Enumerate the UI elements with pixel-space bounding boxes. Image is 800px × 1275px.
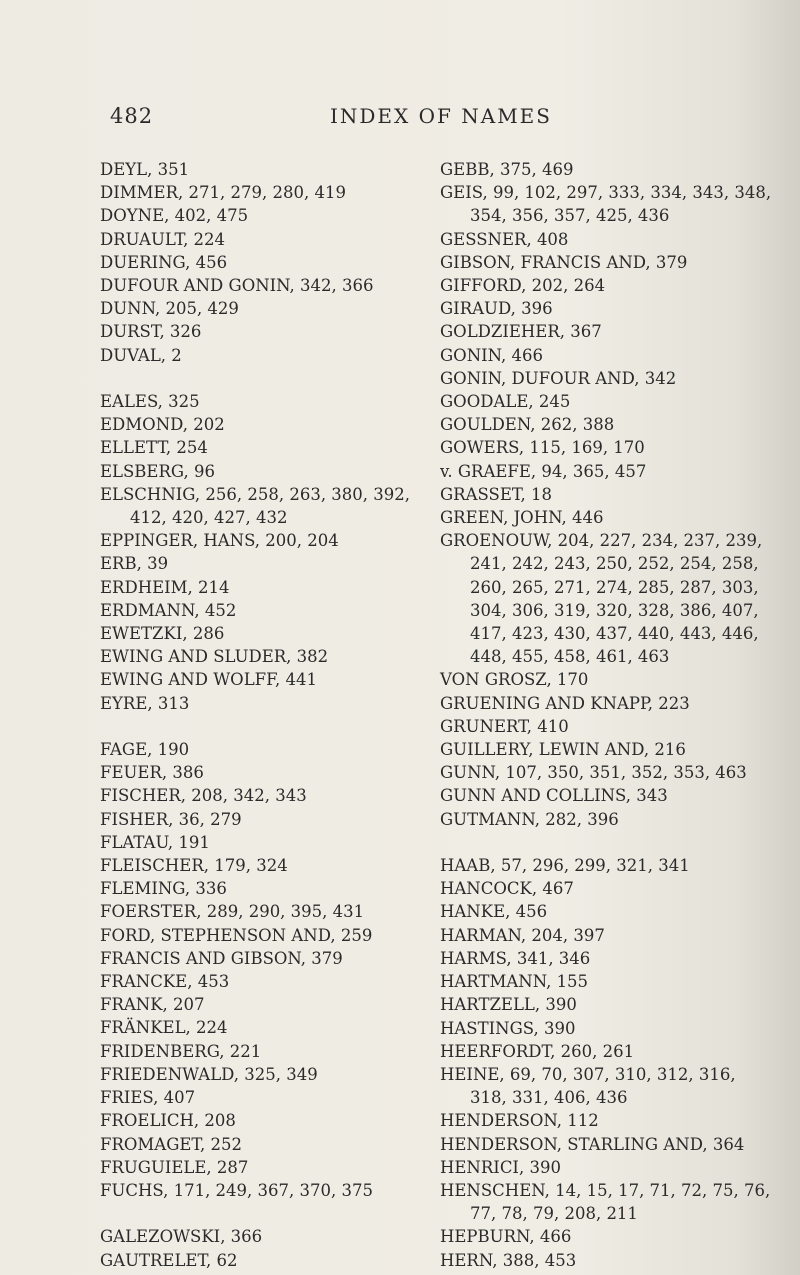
index-entry: GUTMANN, 282, 396 xyxy=(440,809,619,829)
index-entry: DUFOUR AND GONIN, 342, 366 xyxy=(100,276,374,296)
index-entry: FRÄNKEL, 224 xyxy=(100,1018,228,1038)
index-entry: EYRE, 313 xyxy=(100,693,190,713)
index-entry: FISCHER, 208, 342, 343 xyxy=(100,786,307,806)
index-entry: HEPBURN, 466 xyxy=(440,1227,572,1247)
letter-section-gap xyxy=(440,831,775,854)
index-entry: DIMMER, 271, 279, 280, 419 xyxy=(100,183,346,203)
index-entry: HEINE, 69, 70, 307, 310, 312, 316, 318, 331, 406, 436 xyxy=(440,1064,736,1108)
index-entry: FRANCIS AND GIBSON, 379 xyxy=(100,948,343,968)
index-entry: ELSCHNIG, 256, 258, 263, 380, 392, 412, 420, 427, 432 xyxy=(100,484,411,528)
index-entry: GREEN, JOHN, 446 xyxy=(440,508,604,528)
page-header xyxy=(110,104,710,134)
index-entry: HENDERSON, STARLING AND, 364 xyxy=(440,1134,745,1154)
index-entry: HENSCHEN, 14, 15, 17, 71, 72, 75, 76, 77, 78, 79, 208, 211 xyxy=(440,1180,771,1224)
index-entry: EDMOND, 202 xyxy=(100,415,225,435)
index-entry: HEERFORDT, 260, 261 xyxy=(440,1041,635,1061)
index-entry: EPPINGER, HANS, 200, 204 xyxy=(100,531,339,551)
index-entry: FRUGUIELE, 287 xyxy=(100,1157,249,1177)
index-entry: FROMAGET, 252 xyxy=(100,1134,242,1154)
index-entry: GOLDZIEHER, 367 xyxy=(440,322,602,342)
index-entry: v. GRAEFE, 94, 365, 457 xyxy=(440,461,647,481)
index-entry: DUNN, 205, 429 xyxy=(100,299,239,319)
index-entry: GROENOUW, 204, 227, 234, 237, 239, 241, 242, 243, 250, 252, 254, 258, 260, 265, 271, 274, 285, 287, 303, 304, 306, 319, 320, 328, 386, 407, 417, 423, 430, 437, 440, 443, 446, 448, 455, 458, 461, 463 xyxy=(440,531,763,667)
index-entry: ERDHEIM, 214 xyxy=(100,577,230,597)
index-entry: HENRICI, 390 xyxy=(440,1157,561,1177)
index-column-right xyxy=(440,158,775,1272)
index-entry: DOYNE, 402, 475 xyxy=(100,206,249,226)
index-column-left xyxy=(100,158,420,1272)
index-entry: EWING AND SLUDER, 382 xyxy=(100,647,329,667)
letter-section-gap xyxy=(100,367,420,390)
index-entry: EWETZKI, 286 xyxy=(100,624,225,644)
letter-section-gap xyxy=(100,1202,420,1225)
index-entry: FRIES, 407 xyxy=(100,1088,196,1108)
index-entry: ERB, 39 xyxy=(100,554,169,574)
index-entry: FRANK, 207 xyxy=(100,995,205,1015)
index-entry: HARTZELL, 390 xyxy=(440,995,577,1015)
index-entry: HANCOCK, 467 xyxy=(440,879,574,899)
letter-section-gap xyxy=(100,715,420,738)
index-entry: FISHER, 36, 279 xyxy=(100,809,242,829)
index-entry: FUCHS, 171, 249, 367, 370, 375 xyxy=(100,1180,373,1200)
index-entry: GAUTRELET, 62 xyxy=(100,1250,238,1270)
index-entry: DUERING, 456 xyxy=(100,252,228,272)
index-entry: HAAB, 57, 296, 299, 321, 341 xyxy=(440,856,690,876)
index-entry: FRIEDENWALD, 325, 349 xyxy=(100,1064,318,1084)
index-entry: FAGE, 190 xyxy=(100,740,190,760)
index-entry: HARTMANN, 155 xyxy=(440,972,589,992)
index-entry: GUILLERY, LEWIN AND, 216 xyxy=(440,740,686,760)
index-entry: DURST, 326 xyxy=(100,322,202,342)
index-entry: FLEISCHER, 179, 324 xyxy=(100,856,288,876)
index-entry: GIBSON, FRANCIS AND, 379 xyxy=(440,252,688,272)
index-entry: DRUAULT, 224 xyxy=(100,229,226,249)
index-entry: FEUER, 386 xyxy=(100,763,204,783)
index-entry: DEYL, 351 xyxy=(100,160,190,179)
index-entry: GIFFORD, 202, 264 xyxy=(440,276,606,296)
index-entry: GRUENING AND KNAPP, 223 xyxy=(440,693,690,713)
index-entry: HENDERSON, 112 xyxy=(440,1111,599,1131)
index-entry: FOERSTER, 289, 290, 395, 431 xyxy=(100,902,365,922)
index-entry: GOWERS, 115, 169, 170 xyxy=(440,438,645,458)
index-entry: EWING AND WOLFF, 441 xyxy=(100,670,317,690)
index-entry: GOULDEN, 262, 388 xyxy=(440,415,615,435)
index-entry: GRASSET, 18 xyxy=(440,484,552,504)
index-entry: GALEZOWSKI, 366 xyxy=(100,1227,263,1247)
index-entry: HASTINGS, 390 xyxy=(440,1018,576,1038)
index-entry: FLEMING, 336 xyxy=(100,879,227,899)
index-entry: DUVAL, 2 xyxy=(100,345,182,365)
index-entry: GIRAUD, 396 xyxy=(440,299,553,319)
index-entry: EALES, 325 xyxy=(100,392,200,412)
index-entry: GEIS, 99, 102, 297, 333, 334, 343, 348, 354, 356, 357, 425, 436 xyxy=(440,183,772,226)
index-entry: HANKE, 456 xyxy=(440,902,548,922)
index-entry: FROELICH, 208 xyxy=(100,1111,236,1131)
index-entry: HERN, 388, 453 xyxy=(440,1250,577,1270)
index-entry: HARMS, 341, 346 xyxy=(440,948,591,968)
index-entry: GUNN AND COLLINS, 343 xyxy=(440,786,668,806)
index-entry: GONIN, 466 xyxy=(440,345,544,365)
index-entry: FORD, STEPHENSON AND, 259 xyxy=(100,925,373,945)
index-entry: HARMAN, 204, 397 xyxy=(440,925,605,945)
index-entry: GUNN, 107, 350, 351, 352, 353, 463 xyxy=(440,763,747,783)
running-title: INDEX OF NAMES xyxy=(330,104,552,128)
index-entry: GOODALE, 245 xyxy=(440,392,571,412)
index-entry: ELLETT, 254 xyxy=(100,438,208,458)
index-entry: FRIDENBERG, 221 xyxy=(100,1041,262,1061)
index-entry: GRUNERT, 410 xyxy=(440,716,569,736)
index-entry: GESSNER, 408 xyxy=(440,229,569,249)
page-number: 482 xyxy=(110,104,154,128)
index-entry: GEBB, 375, 469 xyxy=(440,160,574,179)
index-entry: VON GROSZ, 170 xyxy=(440,670,589,690)
index-entry: FLATAU, 191 xyxy=(100,832,210,852)
index-entry: GONIN, DUFOUR AND, 342 xyxy=(440,368,677,388)
index-entry: FRANCKE, 453 xyxy=(100,972,230,992)
index-entry: ELSBERG, 96 xyxy=(100,461,215,481)
index-entry: ERDMANN, 452 xyxy=(100,600,237,620)
